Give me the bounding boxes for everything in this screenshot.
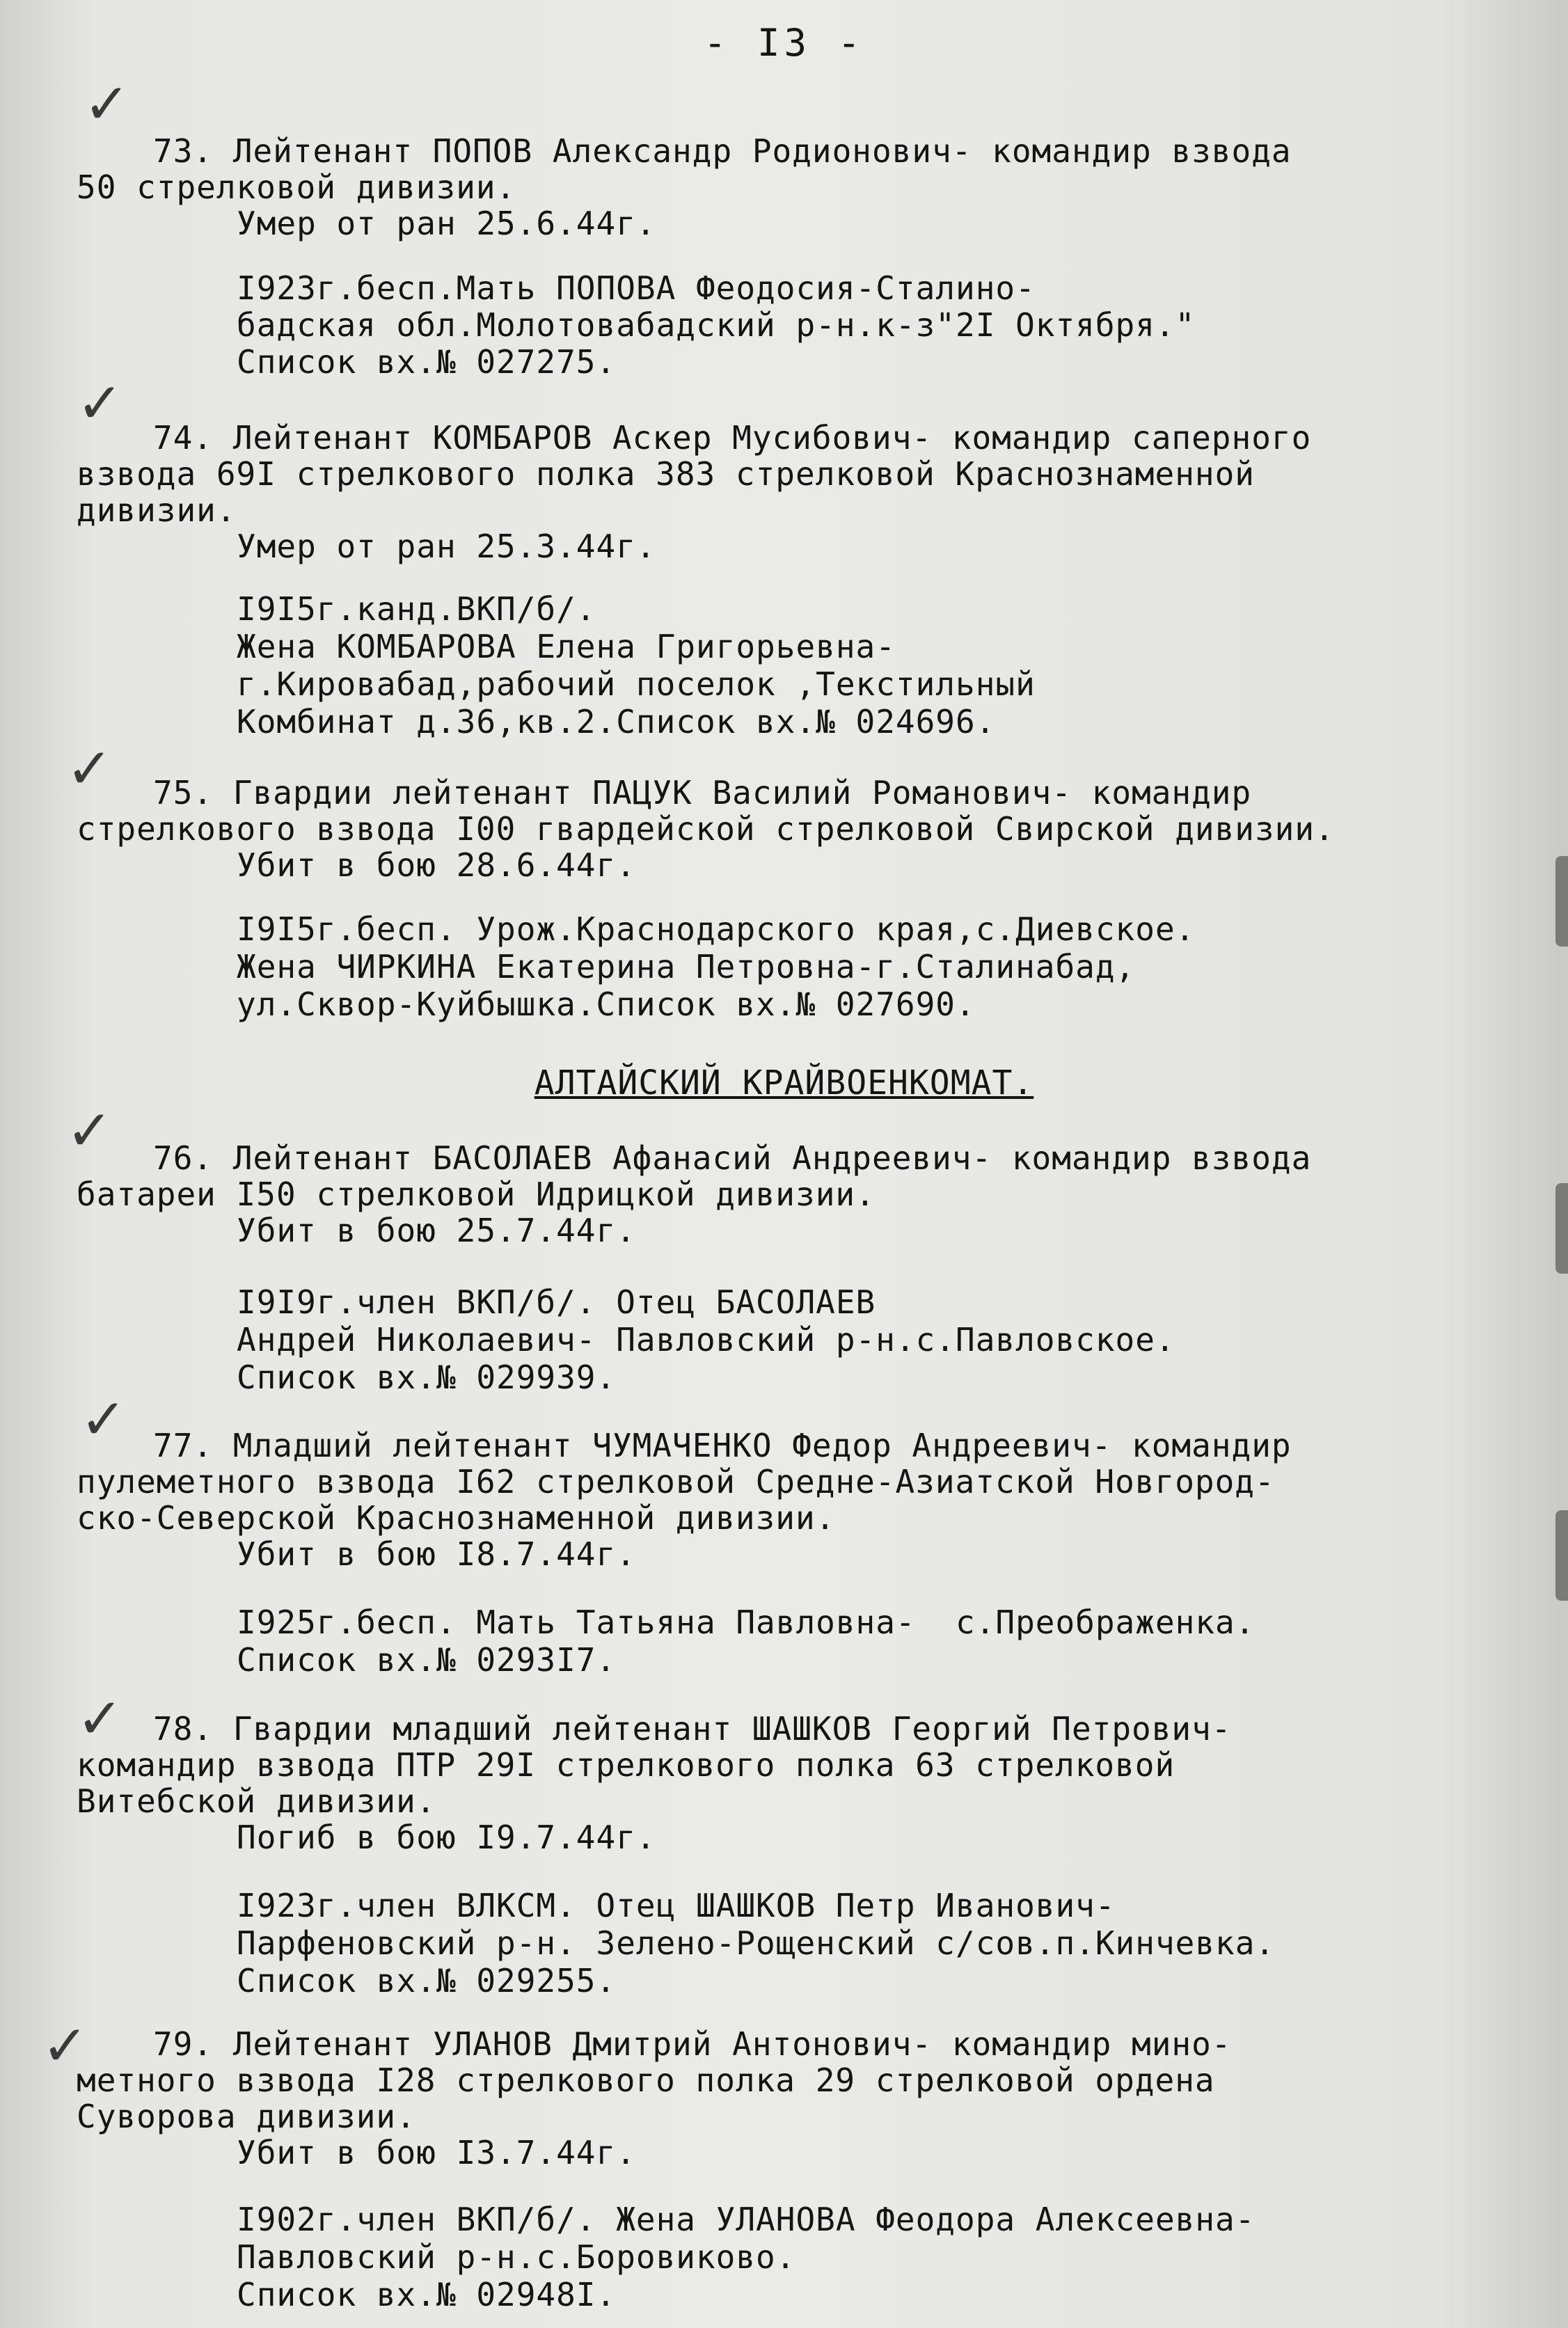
- entry-79-line-4: Убит в бою I3.7.44г.: [237, 2134, 636, 2171]
- entry-77-line-6: Список вх.№ 0293I7.: [237, 1641, 617, 1679]
- entry-79-line-5: I902г.член ВКП/б/. Жена УЛАНОВА Феодора Алексеевна-: [237, 2201, 1256, 2238]
- entry-75-line-6: ул.Сквор-Куйбышка.Список вх.№ 027690.: [237, 985, 976, 1023]
- entry-74-line-5: I9I5г.канд.ВКП/б/.: [237, 590, 596, 628]
- entry-78-line-7: Список вх.№ 029255.: [237, 1962, 617, 2000]
- entry-76-line-4: I9I9г.член ВКП/б/. Отец БАСОЛАЕВ: [237, 1283, 876, 1321]
- entry-79-line-2: метного взвода I28 стрелкового полка 29 стрелковой ордена: [77, 2061, 1215, 2099]
- entry-75-line-3: Убит в бою 28.6.44г.: [237, 846, 636, 884]
- check-mark-icon: ✓: [77, 1686, 124, 1751]
- entry-73-line-5: бадская обл.Молотовабадский р-н.к-з"2I Октября.": [237, 306, 1196, 344]
- entry-75-line-1: 75. Гвардии лейтенант ПАЦУК Василий Романович- командир: [153, 774, 1252, 811]
- binding-hole-mark: [1555, 1510, 1568, 1601]
- entry-74-line-3: дивизии.: [77, 491, 237, 529]
- entry-73-line-3: Умер от ран 25.6.44г.: [237, 205, 656, 242]
- entry-76-line-5: Андрей Николаевич- Павловский р-н.с.Павловское.: [237, 1321, 1175, 1359]
- entry-74-line-7: г.Кировабад,рабочий поселок ,Текстильный: [237, 665, 1036, 703]
- entry-76-line-2: батареи I50 стрелковой Идрицкой дивизии.: [77, 1175, 876, 1213]
- check-mark-icon: ✓: [80, 1387, 127, 1452]
- entry-75-line-4: I9I5г.бесп. Урож.Краснодарского края,с.Диевское.: [237, 910, 1196, 948]
- entry-78-line-4: Погиб в бою I9.7.44г.: [237, 1819, 656, 1856]
- entry-76-line-1: 76. Лейтенант БАСОЛАЕВ Афанасий Андреевич- командир взвода: [153, 1139, 1312, 1177]
- entry-76-line-6: Список вх.№ 029939.: [237, 1359, 617, 1396]
- entry-77-line-4: Убит в бою I8.7.44г.: [237, 1535, 636, 1573]
- entry-78-line-2: командир взвода ПТР 29I стрелкового полка 63 стрелковой: [77, 1746, 1175, 1784]
- entry-74-line-1: 74. Лейтенант КОМБАРОВ Аскер Мусибович- командир саперного: [153, 419, 1312, 457]
- entry-74-line-2: взвода 69I стрелкового полка 383 стрелковой Краснознаменной: [77, 455, 1255, 493]
- entry-73-line-2: 50 стрелковой дивизии.: [77, 168, 516, 206]
- entry-74-line-4: Умер от ран 25.3.44г.: [237, 528, 656, 565]
- entry-73-line-6: Список вх.№ 027275.: [237, 343, 617, 381]
- check-mark-icon: ✓: [66, 736, 113, 801]
- entry-77-line-2: пулеметного взвода I62 стрелковой Средне-Азиатской Новгород-: [77, 1463, 1275, 1500]
- entry-79-line-7: Список вх.№ 02948I.: [237, 2276, 617, 2313]
- entry-73-line-4: I923г.бесп.Мать ПОПОВА Феодосия-Сталино-: [237, 269, 1036, 307]
- entry-76-line-3: Убит в бою 25.7.44г.: [237, 1212, 636, 1249]
- entry-78-line-3: Витебской дивизии.: [77, 1782, 436, 1820]
- entry-79-line-6: Павловский р-н.с.Боровиково.: [237, 2238, 796, 2276]
- entry-74-line-6: Жена КОМБАРОВА Елена Григорьевна-: [237, 628, 896, 665]
- entry-79-line-1: 79. Лейтенант УЛАНОВ Дмитрий Антонович- командир мино-: [153, 2025, 1232, 2063]
- entry-77-line-1: 77. Младший лейтенант ЧУМАЧЕНКО Федор Андреевич- командир: [153, 1427, 1292, 1464]
- entry-75-line-2: стрелкового взвода I00 гвардейской стрелковой Свирской дивизии.: [77, 810, 1335, 848]
- section-heading: АЛТАЙСКИЙ КРАЙВОЕНКОМАТ.: [534, 1063, 1034, 1102]
- entry-79-line-3: Суворова дивизии.: [77, 2098, 416, 2135]
- entry-78-line-6: Парфеновский р-н. Зелено-Рощенский с/сов.п.Кинчевка.: [237, 1924, 1276, 1962]
- entry-78-line-1: 78. Гвардии младший лейтенант ШАШКОВ Георгий Петрович-: [153, 1710, 1232, 1748]
- check-mark-icon: ✓: [84, 72, 131, 136]
- check-mark-icon: ✓: [66, 1098, 113, 1163]
- entry-74-line-8: Комбинат д.36,кв.2.Список вх.№ 024696.: [237, 703, 996, 741]
- binding-hole-mark: [1555, 856, 1568, 947]
- entry-75-line-5: Жена ЧИРКИНА Екатерина Петровна-г.Сталинабад,: [237, 948, 1136, 985]
- entry-77-line-3: ско-Северской Краснознаменной дивизии.: [77, 1499, 836, 1537]
- check-mark-icon: ✓: [42, 2013, 89, 2078]
- check-mark-icon: ✓: [77, 371, 124, 436]
- binding-hole-mark: [1555, 1183, 1568, 1274]
- entry-77-line-5: I925г.бесп. Мать Татьяна Павловна- с.Преображенка.: [237, 1604, 1256, 1641]
- page-number: - I3 -: [703, 21, 865, 65]
- entry-73-line-1: 73. Лейтенант ПОПОВ Александр Родионович- командир взвода: [153, 132, 1292, 170]
- entry-78-line-5: I923г.член ВЛКСМ. Отец ШАШКОВ Петр Иванович-: [237, 1887, 1116, 1924]
